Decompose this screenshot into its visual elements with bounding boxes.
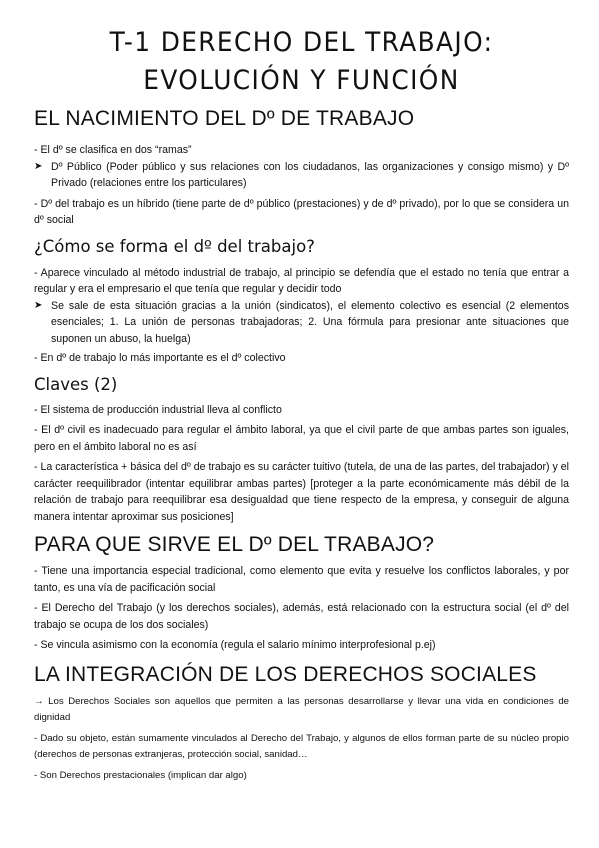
arrow-bullet-icon: ➤	[34, 160, 43, 172]
paragraph: - En dº de trabajo lo más importante es el dº colectivo	[34, 352, 286, 364]
section-heading: LA INTEGRACIÓN DE LOS DERECHOS SOCIALES	[34, 662, 537, 686]
paragraph: - Tiene una importancia especial tradicional, como elemento que evita y resuelve los conflictos laborales, y por tanto, es una vía de pacificación social	[34, 565, 569, 594]
arrow-bullet-icon: ➤	[34, 299, 43, 311]
paragraph: - Dado su objeto, están sumamente vinculados al Derecho del Trabajo, y algunos de ellos forman parte de su núcleo propio (derechos de personas extranjeras, protección social, sanidad…	[34, 732, 569, 760]
paragraph: - Son Derechos prestacionales (implican dar algo)	[34, 769, 247, 781]
section-para-que-sirve	[34, 532, 569, 654]
paragraph: → Los Derechos Sociales son aquellos que permiten a las personas desarrollarse y llevar una vida en condiciones de dignidad	[34, 695, 569, 723]
title-line-1: T-1 DERECHO DEL TRABAJO:	[109, 27, 494, 58]
paragraph: - Dº del trabajo es un híbrido (tiene parte de dº público (prestaciones) y de dº privado), por lo que se considera un dº social	[34, 197, 569, 226]
paragraph: - La característica + básica del dº de trabajo es su carácter tuitivo (tutela, de una de las partes, del trabajador) y el carácter reequilibrador (intentar equilibrar ambas partes) [proteger a la parte económicamente más débil de la relación de trabajo para reequilibrar esa desigualdad que tiene respecto de la empresa, y conseguir de alguna manera intentar aproximar sus posiciones]	[34, 461, 569, 523]
section-integracion	[34, 662, 569, 785]
bullet-item	[34, 159, 569, 192]
section-como-se-forma	[34, 235, 569, 367]
section-heading: EL NACIMIENTO DEL Dº DE TRABAJO	[34, 107, 415, 130]
paragraph: - El Derecho del Trabajo (y los derechos sociales), además, está relacionado con la estructura social (el dº del trabajo se ocupa de los dos sociales)	[34, 602, 569, 631]
paragraph: - El dº se clasifica en dos “ramas”	[34, 144, 192, 156]
paragraph: - El sistema de producción industrial lleva al conflicto	[34, 403, 282, 416]
section-heading: PARA QUE SIRVE EL Dº DEL TRABAJO?	[34, 533, 435, 556]
bullet-text: Se sale de esta situación gracias a la unión (sindicatos), el elemento colectivo es esencial (2 elementos esenciales; 1. La unión de personas trabajadoras; 2. Una fórmula para presionar ante situaciones que suponen un abuso, la huelga)	[51, 299, 569, 345]
section-claves	[34, 373, 569, 526]
paragraph: - El dº civil es inadecuado para regular el ámbito laboral, ya que el civil parte de que ambas partes son iguales, pero en el ámbito laboral no es así	[34, 424, 569, 453]
document-title	[55, 24, 547, 100]
paragraph: - Aparece vinculado al método industrial de trabajo, al principio se defendía que el estado no tenía que entrar a regular y era el empresario el que tenía que regular y decidir todo	[34, 266, 569, 295]
paragraph: - Se vincula asimismo con la economía (regula el salario mínimo interprofesional p.ej)	[34, 639, 436, 651]
section-heading: ¿Cómo se forma el dº del trabajo?	[34, 236, 315, 256]
title-line-2: EVOLUCIÓN Y FUNCIÓN	[143, 65, 460, 96]
section-heading: Claves (2)	[34, 374, 118, 394]
bullet-text: Dº Público (Poder público y sus relaciones con los ciudadanos, las organizaciones y consigo mismo) y Dº Privado (relaciones entre los particulares)	[51, 160, 569, 189]
bullet-item	[34, 298, 569, 348]
section-nacimiento	[34, 106, 569, 229]
